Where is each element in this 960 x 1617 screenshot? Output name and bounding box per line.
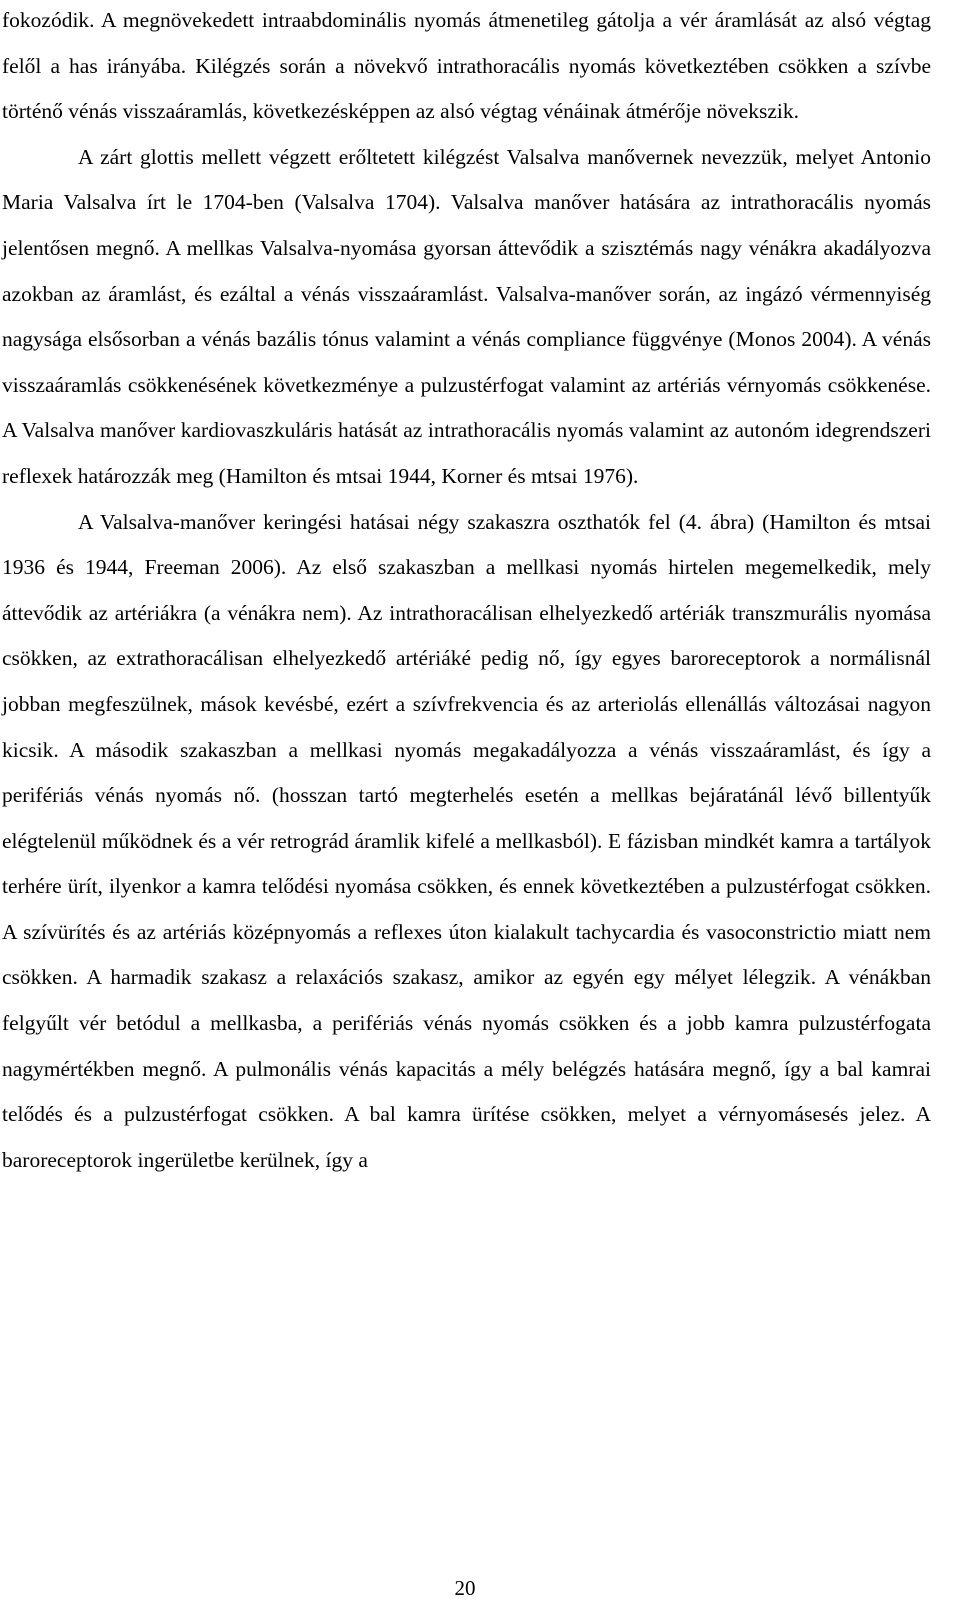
body-text (2, 0, 931, 1183)
valsalva-paragraph: A zárt glottis mellett végzett erőltetett kilégzést Valsalva manővernek nevezzük, melyet Antonio Maria Valsalva írt le 1704-ben (Valsalva 1704). Valsalva manőver hatására az intrathoracális nyomás jelentősen megnő. A mellkas Valsalva-nyomása gyorsan áttevődik a szisztémás nagy vénákra akadályozva azokban az áramlást, és ezáltal a vénás visszaáramlást. Valsalva-manőver során, az ingázó vérmennyiség nagysága elsősorban a vénás bazális tónus valamint a vénás compliance függvénye (Monos 2004). A vénás visszaáramlás csökkenésének következménye a pulzustérfogat valamint az artériás vérnyomás csökkenése. A Valsalva manőver kardiovaszkuláris hatását az intrathoracális nyomás valamint az autonóm idegrendszeri reflexek határozzák meg (Hamilton és mtsai 1944, Korner és mtsai 1976). (2, 144, 931, 488)
phases-paragraph: A Valsalva-manőver keringési hatásai négy szakaszra oszthatók fel (4. ábra) (Hamilton és mtsai 1936 és 1944, Freeman 2006). Az első szakaszban a mellkasi nyomás hirtelen megemelkedik, mely áttevődik az artériákra (a vénákra nem). Az intrathoracálisan elhelyezkedő artériák transzmurális nyomása csökken, az extrathoracálisan elhelyezkedő artériáké pedig nő, így egyes baroreceptorok a normálisnál jobban megfeszülnek, mások kevésbé, ezért a szívfrekvencia és az arteriolás ellenállás változásai nagyon kicsik. A második szakaszban a mellkasi nyomás megakadályozza a vénás visszaáramlást, és így a perifériás vénás nyomás nő. (hosszan tartó megterhelés esetén a mellkas bejáratánál lévő billentyűk elégtelenül működnek és a vér retrográd áramlik kifelé a mellkasból). E fázisban mindkét kamra a tartályok terhére ürít, ilyenkor a kamra telődési nyomása csökken, és ennek következtében a pulzustérfogat csökken. A szívürítés és az artériás középnyomás a reflexes úton kialakult tachycardia és vasoconstrictio miatt nem csökken. A harmadik szakasz a relaxációs szakasz, amikor az egyén egy mélyet lélegzik. A vénákban felgyűlt vér betódul a mellkasba, a perifériás vénás nyomás csökken és a jobb kamra pulzustérfogata nagymértékben megnő. A pulmonális vénás kapacitás a mély belégzés hatására megnő, így a bal kamrai telődés és a pulzustérfogat csökken. A bal kamra ürítése csökken, melyet a vérnyomásesés jelez. A baroreceptorok ingerületbe kerülnek, így a (2, 509, 931, 1172)
intro-paragraph: fokozódik. A megnövekedett intraabdominális nyomás átmenetileg gátolja a vér áramlását az alsó végtag felől a has irányába. Kilégzés során a növekvő intrathoracális nyomás következtében csökken a szívbe történő vénás visszaáramlás, következésképpen az alsó végtag vénáinak átmérője növekszik. (2, 8, 931, 124)
page-number: 20 (454, 1576, 476, 1600)
